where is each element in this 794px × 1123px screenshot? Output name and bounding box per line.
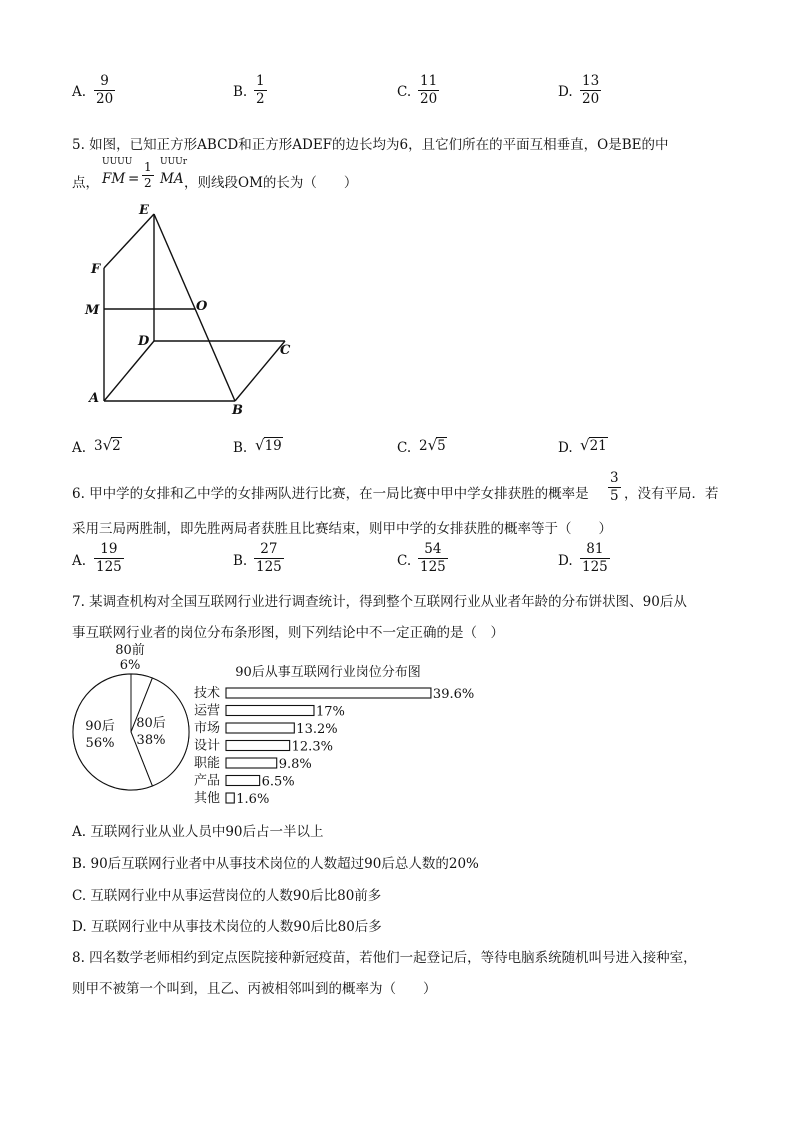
numerator: 54 [424, 541, 442, 557]
point-label-c: C [280, 343, 291, 358]
pie-label-0: 80前 [115, 643, 145, 658]
age-pie-chart [68, 643, 193, 793]
q6-option-d-fraction [580, 541, 610, 576]
bar-value-label-3: 12.3% [291, 739, 333, 755]
q6-option-b-fraction [254, 541, 284, 576]
pie-label-2: 90后 [85, 719, 115, 734]
q5-option-c-value [419, 436, 447, 454]
q4-option-c-fraction [418, 73, 439, 108]
bar-chart-title: 90后从事互联网行业岗位分布图 [235, 665, 421, 680]
bar-5 [226, 776, 260, 786]
q6-line1-prefix: 6. 甲中学的女排和乙中学的女排两队进行比赛，在一局比赛中甲中学女排获胜的概率是 [72, 486, 589, 502]
q5-option-c-label[interactable]: C. [397, 440, 412, 456]
bar-value-label-6: 1.6% [236, 792, 270, 807]
q5-geometry-figure [80, 198, 300, 420]
denominator: 20 [420, 91, 438, 107]
sqrt: √2 [102, 436, 121, 454]
q5-line2-suffix: ，则线段OM的长为（ ） [184, 175, 358, 191]
numerator: 11 [420, 73, 438, 89]
denominator: 125 [256, 559, 282, 575]
q5-option-d-label[interactable]: D. [558, 440, 573, 456]
q5-option-a-value [94, 436, 122, 454]
q6-option-b-label[interactable]: B. [233, 553, 248, 569]
q4-option-b-label[interactable]: B. [233, 84, 248, 100]
q7-option-b[interactable]: B. 90后互联网行业者中从事技术岗位的人数超过90后总人数的20% [72, 856, 479, 872]
q6-probability-fraction [608, 470, 621, 505]
bar-value-label-5: 6.5% [261, 774, 295, 790]
vector-arrow-ma: UUUr [160, 157, 188, 167]
denominator: 20 [96, 91, 114, 107]
denominator: 5 [610, 488, 619, 504]
denominator: 20 [582, 91, 600, 107]
q6-stem-line2: 采用三局两胜制，即先胜两局者获胜且比赛结束，则甲中学的女排获胜的概率等于（ ） [72, 521, 612, 537]
bar-0 [226, 688, 431, 698]
q6-stem-line1 [72, 470, 732, 506]
bar-value-label-4: 9.8% [278, 757, 312, 772]
pie-label-1: 80后 [136, 716, 166, 731]
q7-stem-line2: 事互联网行业者的岗位分布条形图，则下列结论中不一定正确的是（ ） [72, 625, 504, 641]
bar-category-label-0: 技术 [194, 686, 221, 701]
radicand: 5 [437, 438, 446, 454]
q6-line1-suffix: ，没有平局．若 [624, 486, 719, 502]
q5-option-b-value [255, 436, 283, 454]
bar-category-label-6: 其他 [194, 791, 221, 806]
sqrt: √21 [580, 436, 607, 454]
bar-value-label-0: 39.6% [432, 687, 475, 702]
numerator: 81 [586, 541, 604, 557]
coefficient: 3 [94, 438, 103, 454]
vector-ma: MA [160, 171, 184, 187]
denominator: 2 [144, 176, 152, 190]
numerator: 3 [610, 470, 619, 486]
q6-option-a-fraction [94, 541, 124, 576]
q6-option-c-fraction [418, 541, 448, 576]
bar-value-label-1: 17% [315, 704, 345, 720]
numerator: 9 [100, 73, 109, 89]
bar-3 [226, 741, 290, 751]
q5-stem-line2 [72, 157, 572, 195]
radicand: 2 [112, 438, 121, 454]
bar-1 [226, 706, 314, 716]
q5-option-b-label[interactable]: B. [233, 440, 248, 456]
bar-2 [226, 723, 294, 733]
q4-option-d-label[interactable]: D. [558, 84, 573, 100]
pie-value-label-1: 38% [136, 733, 166, 748]
half-fraction [142, 160, 154, 191]
denominator: 125 [96, 559, 122, 575]
point-label-m: M [85, 303, 100, 318]
point-label-e: E [139, 203, 149, 218]
denominator: 125 [420, 559, 446, 575]
bar-category-label-1: 运营 [194, 703, 221, 719]
numerator: 1 [256, 73, 265, 89]
q6-option-d-label[interactable]: D. [558, 553, 573, 569]
denominator: 125 [582, 559, 608, 575]
bar-category-label-5: 产品 [194, 773, 221, 789]
bar-value-label-2: 13.2% [296, 722, 338, 737]
q4-option-c-label[interactable]: C. [397, 84, 412, 100]
q5-option-a-label[interactable]: A. [72, 440, 87, 456]
bar-category-label-3: 设计 [194, 738, 221, 754]
sqrt: √19 [255, 436, 282, 454]
q6-option-a-label[interactable]: A. [72, 553, 87, 569]
q5-stem-line1: 5. 如图，已知正方形ABCD和正方形ADEF的边长均为6，且它们所在的平面互相垂直，O是BE的中 [72, 137, 669, 153]
position-bar-chart [188, 660, 508, 810]
q8-stem-line1: 8. 四名数学老师相约到定点医院接种新冠疫苗，若他们一起登记后，等待电脑系统随机叫号进入接种室， [72, 950, 697, 966]
bar-4 [226, 758, 277, 768]
edge-bc [235, 341, 285, 401]
edge-eb [154, 214, 235, 401]
coefficient: 2 [419, 438, 428, 454]
q5-line2-prefix: 点， [72, 175, 99, 191]
q8-stem-line2: 则甲不被第一个叫到，且乙、丙被相邻叫到的概率为（ ） [72, 981, 437, 997]
numerator: 19 [100, 541, 118, 557]
q7-stem-line1: 7. 某调查机构对全国互联网行业进行调查统计，得到整个互联网行业从业者年龄的分布饼状图、90后从 [72, 594, 687, 610]
edge-ad [104, 341, 154, 401]
vector-arrow-fm: UUUU [102, 157, 133, 167]
pie-value-label-0: 6% [119, 658, 141, 673]
q4-option-b-fraction [254, 73, 267, 108]
point-label-a: A [89, 391, 100, 406]
q6-option-c-label[interactable]: C. [397, 553, 412, 569]
numerator: 13 [582, 73, 600, 89]
bar-6 [226, 793, 234, 803]
q7-option-a[interactable]: A. 互联网行业从业人员中90后占一半以上 [72, 824, 324, 840]
q7-option-d[interactable]: D. 互联网行业中从事技术岗位的人数90后比80后多 [72, 919, 382, 935]
numerator: 1 [144, 160, 152, 174]
q4-option-d-fraction [580, 73, 601, 108]
q5-option-d-value [580, 436, 608, 454]
numerator: 27 [260, 541, 278, 557]
bar-category-label-2: 市场 [194, 721, 221, 736]
q4-option-a-label[interactable]: A. [72, 84, 87, 100]
edge-fe [104, 214, 154, 268]
radicand: 19 [264, 438, 282, 454]
point-label-f: F [91, 262, 101, 277]
q7-option-c[interactable]: C. 互联网行业中从事运营岗位的人数90后比80前多 [72, 888, 382, 904]
q4-option-a-fraction [94, 73, 115, 108]
point-label-o: O [196, 299, 208, 314]
radicand: 21 [589, 438, 607, 454]
vector-fm: FM [102, 171, 126, 187]
denominator: 2 [256, 91, 265, 107]
pie-value-label-2: 56% [85, 736, 115, 751]
point-label-b: B [232, 403, 243, 418]
bar-category-label-4: 职能 [194, 756, 221, 771]
equals-sign: = [128, 171, 140, 187]
sqrt: √5 [427, 436, 446, 454]
point-label-d: D [138, 334, 150, 349]
